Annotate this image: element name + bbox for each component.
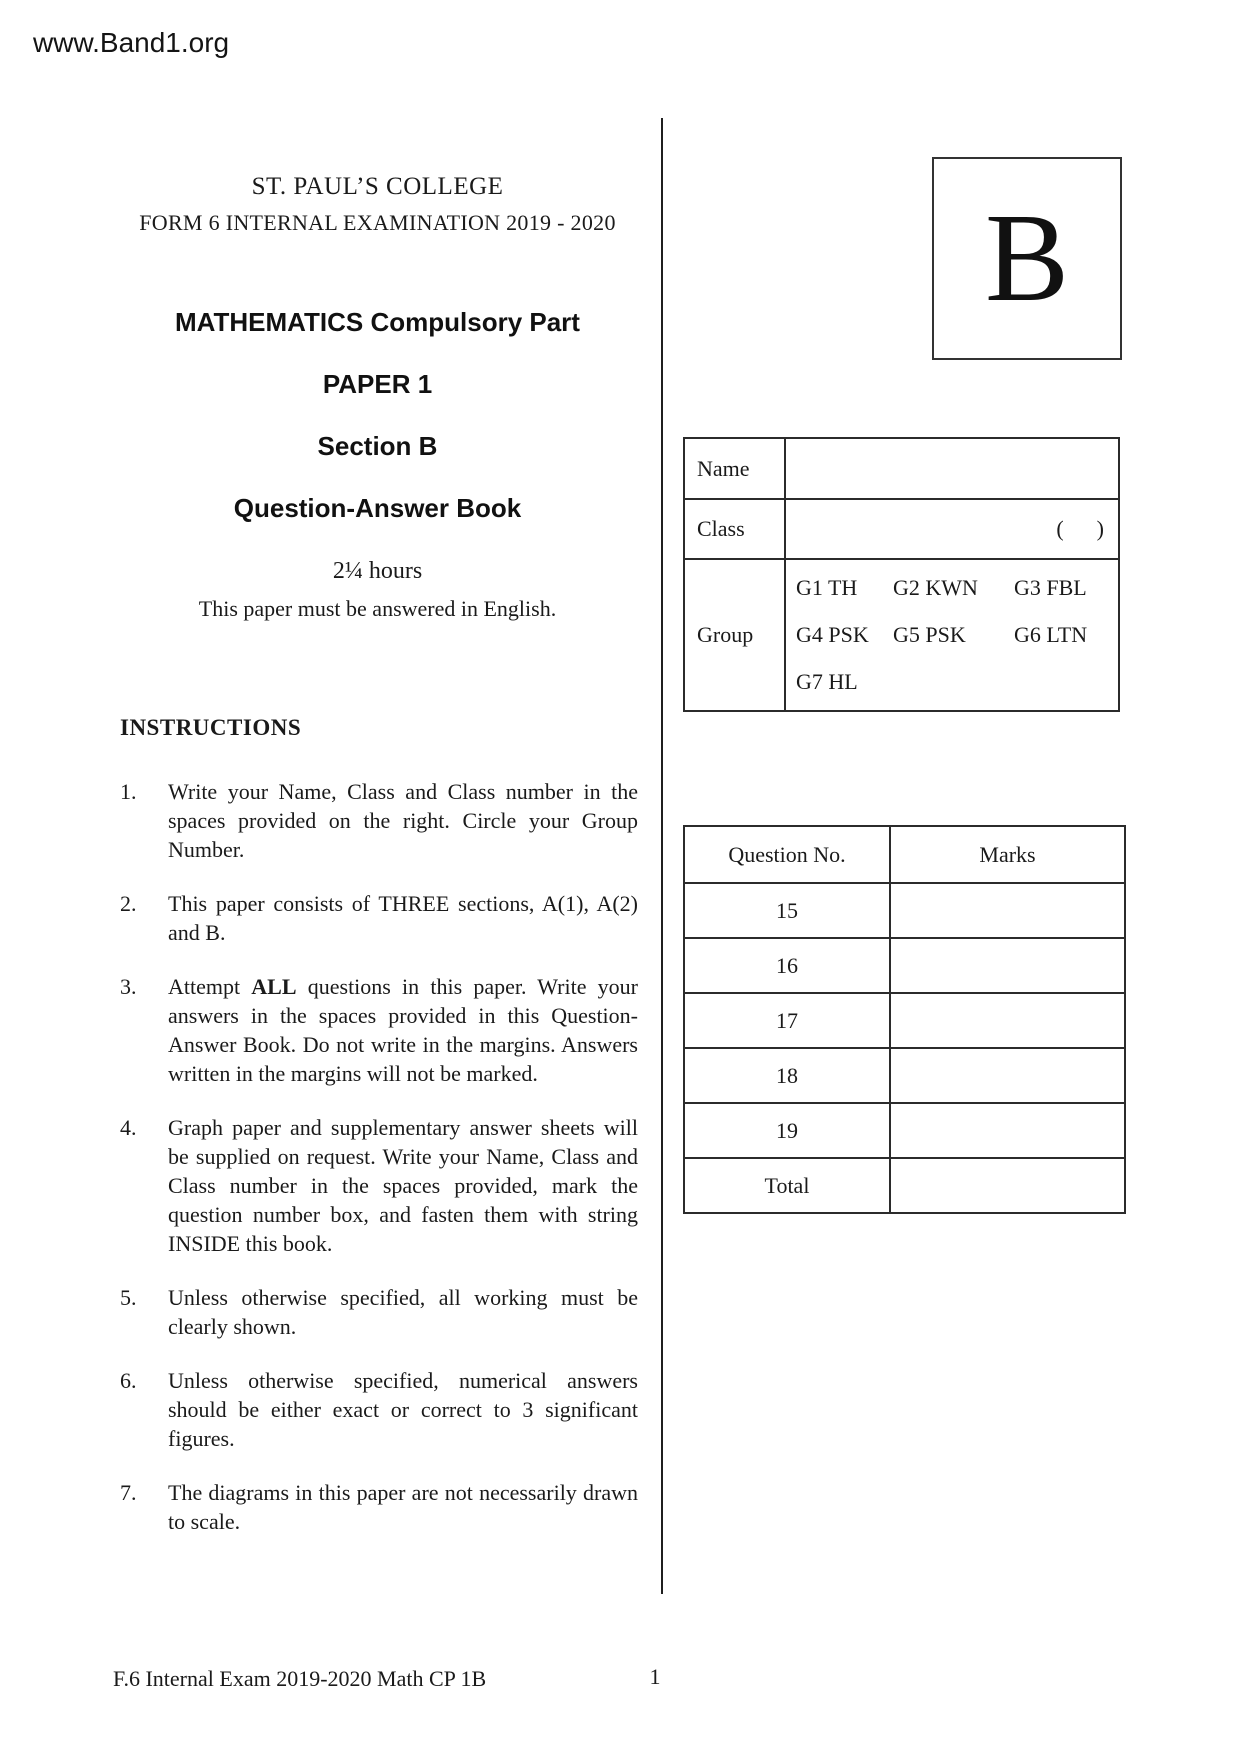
group-option: G2 KWN [893,575,978,600]
table-row [684,559,1119,711]
paper-number: PAPER 1 [322,369,433,399]
page-number: 1 [649,1664,661,1689]
question-no-cell: 19 [684,1103,890,1158]
class-fill-in-cell [785,499,1119,559]
list-item [120,1113,638,1258]
question-no-cell: 17 [684,993,890,1048]
list-item [120,777,638,864]
table-row [684,883,1125,938]
group-options-line [796,612,1118,659]
subject-title: MATHEMATICS Compulsory Part [175,307,580,337]
item-number: 5. [120,1285,137,1310]
question-no-cell: 15 [684,883,890,938]
table-row [684,993,1125,1048]
footer-document-code: F.6 Internal Exam 2019-2020 Math CP 1B [113,1666,487,1691]
list-item [120,889,638,947]
instructions-list [120,777,638,1536]
item-text: Unless otherwise specified, numerical answers should be either exact or correct to 3 significant figures. [168,1368,638,1451]
group-options-cell [785,559,1119,711]
exam-duration: 2¼ hours [332,558,423,584]
language-note: This paper must be answered in English. [198,596,557,621]
column-divider [661,118,663,1594]
school-name: ST. PAUL’S COLLEGE [251,173,504,200]
list-item [120,1366,638,1453]
list-item [120,972,638,1088]
item-text: Write your Name, Class and Class number in the spaces provided on the right. Circle your Group Number. [168,779,638,862]
group-option: G6 LTN [1014,622,1088,647]
list-item [120,1478,638,1536]
table-row [684,438,1119,499]
name-fill-in-cell [785,438,1119,499]
item-text: This paper consists of THREE sections, A(1), A(2) and B. [168,891,638,945]
item-number: 3. [120,974,137,999]
list-item [120,1283,638,1341]
question-no-cell: Total [684,1158,890,1213]
marks-cell [890,1048,1125,1103]
name-label: Name [684,438,785,499]
item-text: Graph paper and supplementary answer sheets will be supplied on request. Write your Name, Class and Class number in the spaces provided, mark the question number box, and fasten them with string INSIDE this book. [168,1115,638,1256]
marks-cell [890,1103,1125,1158]
section-title: Section B [317,431,438,461]
paper-version-letter: B [984,188,1070,328]
group-option: G7 HL [796,669,858,694]
exam-title: FORM 6 INTERNAL EXAMINATION 2019 - 2020 [139,210,616,235]
table-row [684,499,1119,559]
table-row [684,1158,1125,1213]
group-option: G3 FBL [1014,575,1087,600]
table-row [684,938,1125,993]
site-watermark: www.Band1.org [33,27,230,58]
group-option: G5 PSK [893,622,966,647]
item-number: 1. [120,779,137,804]
candidate-info-table [683,437,1120,712]
class-label: Class [684,499,785,559]
item-number: 6. [120,1368,137,1393]
group-options-line [796,565,1118,612]
marks-table [683,825,1126,1214]
table-header-row [684,826,1125,883]
paper-version-box [932,157,1122,360]
item-number: 2. [120,891,137,916]
marks-cell [890,938,1125,993]
marks-header: Marks [890,826,1125,883]
group-option: G1 TH [796,575,858,600]
class-number-parens: ( ) [1056,516,1104,541]
marks-cell [890,1158,1125,1213]
question-no-header: Question No. [684,826,890,883]
item-number: 4. [120,1115,137,1140]
marks-cell [890,883,1125,938]
book-type-title: Question-Answer Book [233,493,522,523]
item-text: Unless otherwise specified, all working must be clearly shown. [168,1285,638,1339]
question-no-cell: 18 [684,1048,890,1103]
question-no-cell: 16 [684,938,890,993]
marks-cell [890,993,1125,1048]
item-text: Attempt ALL questions in this paper. Write your answers in the spaces provided in this Question-Answer Book. Do not write in the margins. Answers written in the margins will not be marked. [168,974,638,1086]
item-text: The diagrams in this paper are not necessarily drawn to scale. [168,1480,638,1534]
item-number: 7. [120,1480,137,1505]
instructions-heading: INSTRUCTIONS [120,715,302,740]
group-option: G4 PSK [796,622,869,647]
table-row [684,1103,1125,1158]
table-row [684,1048,1125,1103]
group-label: Group [684,559,785,711]
group-options-line [796,659,1118,706]
